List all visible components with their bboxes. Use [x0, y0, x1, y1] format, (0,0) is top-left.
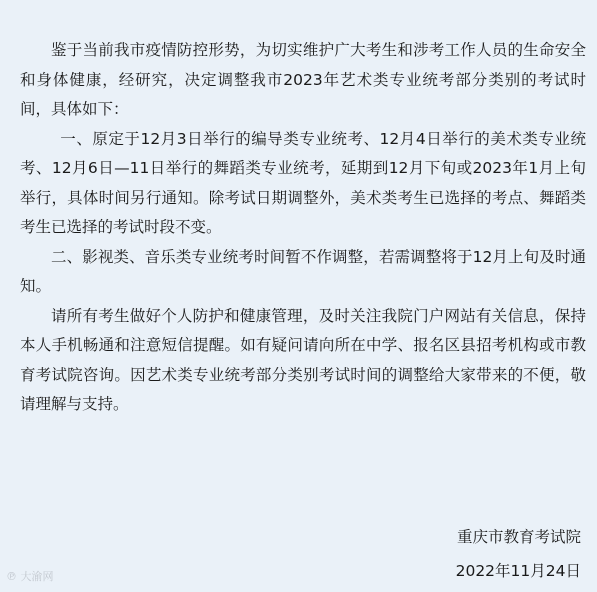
signature-date: 2022年11月24日 [455, 562, 581, 580]
watermark-icon: ℗ [6, 570, 17, 583]
closing-paragraph: 请所有考生做好个人防护和健康管理，及时关注我院门户网站有关信息，保持本人手机畅通和注意短信提醒。如有疑问请向所在中学、报名区县招考机构或市教育考试院咨询。因艺术类专业统考部分类别考试时间的调整给大家带来的不便，敬请理解与支持。 [20, 306, 586, 413]
watermark-text: 大渝网 [20, 570, 54, 583]
item-two-paragraph: 二、影视类、音乐类专业统考时间暂不作调整，若需调整将于12月上旬及时通知。 [20, 247, 586, 295]
intro-paragraph: 鉴于当前我市疫情防控形势，为切实维护广大考生和涉考工作人员的生命安全和身体健康，经研究，决定调整我市2023年艺术类专业统考部分类别的考试时间，具体如下： [20, 41, 586, 118]
watermark-logo [6, 570, 54, 584]
signature-organization: 重庆市教育考试院 [456, 528, 581, 546]
notice-body [20, 36, 586, 420]
item-one-paragraph: 一、原定于12月3日举行的编导类专业统考、12月4日举行的美术类专业统考、12月6日—11日举行的舞蹈类专业统考，延期到12月下旬或2023年1月上旬举行，具体时间另行通知。除考试日期调整外，美术类考生已选择的考点、舞蹈类考生已选择的考试时段不变。 [20, 129, 586, 236]
